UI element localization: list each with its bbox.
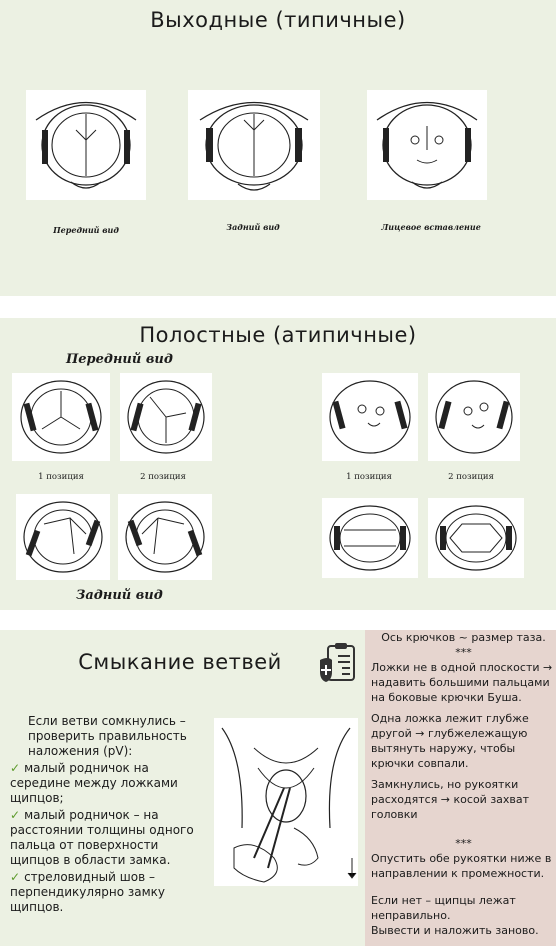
note-stars: *** bbox=[455, 646, 472, 659]
cavity-front-pos2-figure bbox=[120, 373, 212, 461]
outlet-panel bbox=[0, 0, 556, 296]
cavity-face-pos2-figure bbox=[428, 373, 520, 461]
closure-title: Смыкание ветвей bbox=[78, 650, 282, 674]
check-item: ✓ стреловидный шов – перпендикулярно замку щипцов. bbox=[10, 870, 166, 914]
check-item: ✓ малый родничок – на расстоянии толщины одного пальца от поверхности щипцов в области замка. bbox=[10, 808, 194, 867]
outlet-posterior-figure bbox=[188, 90, 320, 200]
check-item: ✓ малый родничок на середине между ложками щипцов; bbox=[10, 761, 178, 805]
note-stars: *** bbox=[455, 837, 472, 850]
closure-intro: Если ветви сомкнулись – проверить правильность наложения (pV): bbox=[28, 714, 187, 758]
note-item: Опустить обе рукоятки ниже в направлении к промежности. bbox=[371, 852, 552, 880]
outlet-anterior-figure bbox=[26, 90, 146, 200]
cavity-back-pos2-figure bbox=[118, 494, 212, 580]
note-item: Замкнулись, но рукоятки расходятся → косой захват головки bbox=[371, 778, 530, 821]
note-item: Ложки не в одной плоскости → надавить большими пальцами на боковые крючки Буша. bbox=[371, 661, 553, 704]
cavity-back-pos1-figure bbox=[16, 494, 110, 580]
cavity-front-pos1-caption: 1 позиция bbox=[38, 472, 84, 482]
clipboard-medical-icon bbox=[318, 642, 358, 686]
cavity-front-pos1-figure bbox=[12, 373, 110, 461]
outlet-caption-face: Лицевое вставление bbox=[381, 222, 481, 232]
note-axis: Ось крючков ~ размер таза. bbox=[381, 631, 546, 644]
checkmark-icon: ✓ bbox=[10, 808, 21, 822]
cavity-back-face-pos2-figure bbox=[428, 498, 524, 578]
outlet-caption-anterior: Передний вид bbox=[53, 225, 119, 235]
cavity-face-pos1-caption: 1 позиция bbox=[346, 472, 392, 482]
cavity-face-pos2-caption: 2 позиция bbox=[448, 472, 494, 482]
cavity-panel bbox=[0, 318, 556, 610]
cavity-back-face-pos1-figure bbox=[322, 498, 418, 578]
closure-notes bbox=[365, 630, 556, 946]
checkmark-icon: ✓ bbox=[10, 761, 21, 775]
note-item: Одна ложка лежит глубже другой → глубжележащую вытянуть наружу, чтобы крючки совпали. bbox=[371, 712, 529, 770]
closure-panel bbox=[0, 630, 556, 946]
cavity-title: Полостные (атипичные) bbox=[139, 323, 417, 347]
note-item: Если нет – щипцы лежат неправильно. bbox=[371, 894, 516, 922]
closure-check-list bbox=[10, 714, 210, 915]
outlet-caption-posterior: Задний вид bbox=[226, 222, 280, 232]
cavity-front-pos2-caption: 2 позиция bbox=[140, 472, 186, 482]
outlet-face-figure bbox=[367, 90, 487, 200]
front-view-label: Передний вид bbox=[66, 352, 173, 367]
note-item: Вывести и наложить заново. bbox=[371, 924, 539, 937]
forceps-application-illustration bbox=[214, 718, 358, 886]
checkmark-icon: ✓ bbox=[10, 870, 21, 884]
cavity-face-pos1-figure bbox=[322, 373, 418, 461]
outlet-title: Выходные (типичные) bbox=[150, 8, 406, 32]
back-view-label: Задний вид bbox=[76, 588, 163, 603]
